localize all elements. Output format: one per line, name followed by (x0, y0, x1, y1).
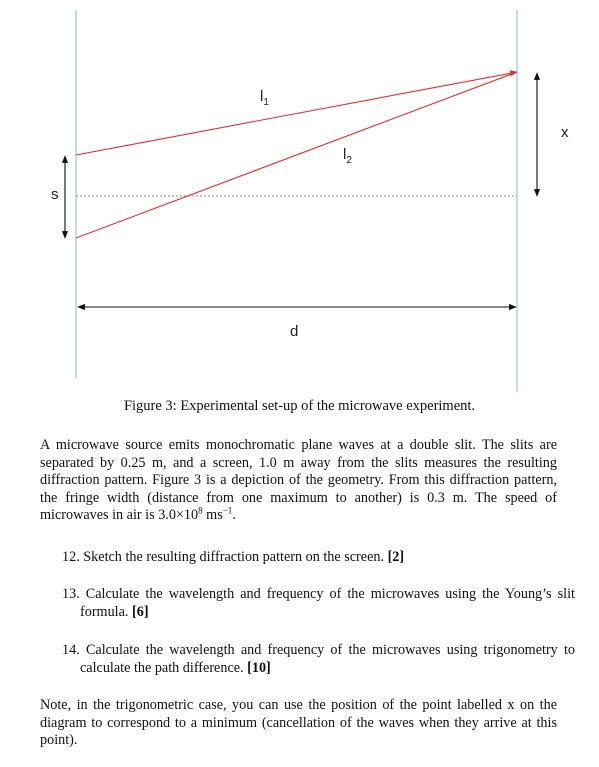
label-l2: $l_2$ (343, 146, 352, 166)
note-paragraph: Note, in the trigonometric case, you can use the position of the point labelled x on the diagram to correspond to a minimum (cancellation of the waves when they arrive at this point). (40, 697, 557, 748)
question-marks: [2] (387, 549, 405, 565)
label-s: s (51, 186, 59, 203)
question-number: 14. (62, 642, 80, 658)
label-l1: $l_1$ (260, 88, 269, 108)
question-number: 13. (62, 586, 80, 602)
label-d: d (290, 323, 299, 340)
question-13 (62, 586, 575, 621)
question-marks: [6] (132, 603, 149, 620)
question-text: Sketch the resulting diffraction pattern on the screen. (83, 549, 385, 565)
figure-caption: Figure 3: Experimental set-up of the microwave experiment. (123, 398, 476, 414)
ray-l1 (76, 72, 517, 155)
question-text: Calculate the wavelength and frequency of the microwaves using trigonometry to calculate the path difference. (80, 642, 575, 676)
question-14 (62, 642, 575, 677)
question-marks: [10] (247, 659, 271, 676)
ray-l2 (76, 72, 517, 238)
intro-paragraph: A microwave source emits monochromatic plane waves at a double slit. The slits are separated by 0.25 m, and a screen, 1.0 m away from the slits measures the resulting diffraction pattern. Figure 3 is a depiction of the geometry. From this diffraction pattern, the fringe width (distance from one maximum to another) is 0.3 m. The speed of microwaves in air is $3.0\times 10^8$ $ms^{-1}$. (40, 437, 557, 523)
question-text: Calculate the wavelength and frequency of the microwaves using the Young’s slit formula. (80, 586, 575, 620)
label-x: x (561, 124, 569, 141)
question-12 (62, 549, 557, 567)
question-number: 12. (62, 549, 80, 565)
